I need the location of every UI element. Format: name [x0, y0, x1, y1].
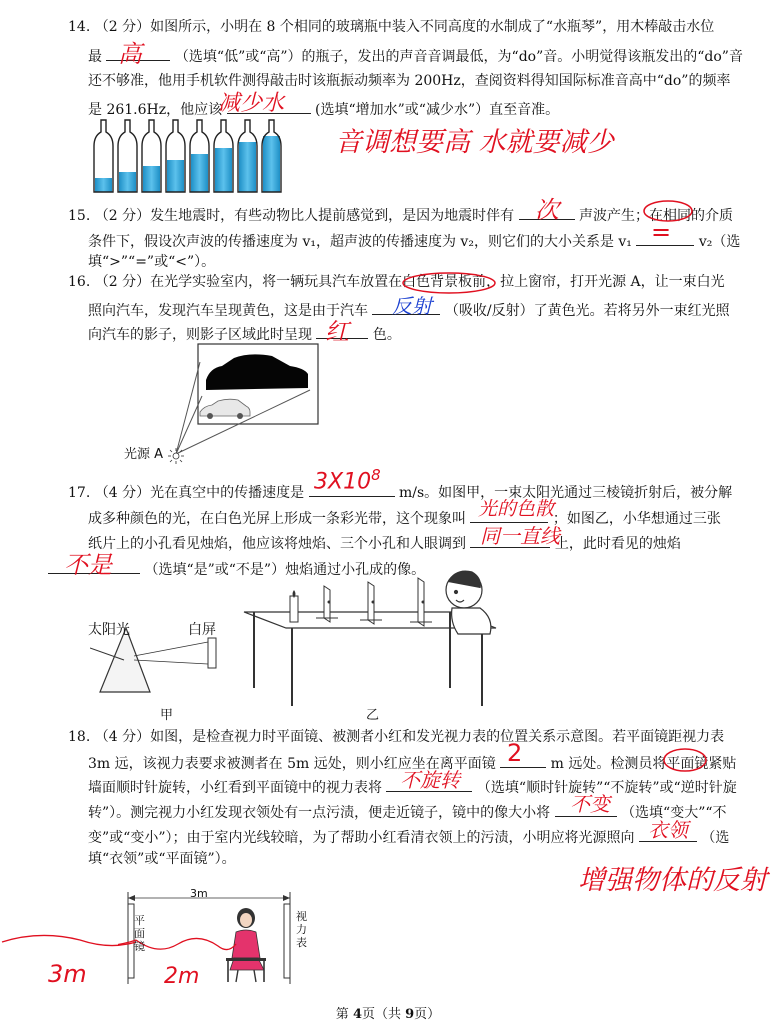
q18-answer-same: 不变: [570, 792, 610, 816]
q14-line1: 14. （2 分）如图所示，小明在 8 个相同的玻璃瓶中装入不同高度的水制成了“水瓶琴”，用木棒敲击水位: [68, 19, 715, 35]
candle-table-figure: [242, 568, 498, 708]
handwritten-3m: 3m: [48, 960, 87, 988]
bottle-water: [215, 148, 232, 192]
water-bottles-figure: [90, 118, 290, 196]
q17-answer-speed-exp: 8: [371, 466, 381, 484]
figure-yi-label: 乙: [366, 708, 380, 723]
q14-answer-high: 高: [118, 40, 142, 68]
boy-icon: [446, 571, 491, 634]
bottle-water: [95, 178, 112, 192]
q18-line4b: （选填“变大”“不: [621, 805, 727, 821]
q18-line1: 18. （4 分）如图，是检查视力时平面镜、被测者小红和发光视力表的位置关系示意图。若平面镜距视力表: [68, 729, 725, 745]
q17-line3a: 纸片上的小孔看见烛焰，他应该将烛焰、三个小孔和人眼调到: [88, 536, 466, 552]
light-source-icon: [168, 448, 184, 464]
q14-line2a: 最: [88, 49, 102, 65]
q18-line4: [88, 800, 727, 823]
q17-line1b: m/s。如图甲，一束太阳光通过三棱镜折射后，被分解: [398, 485, 733, 501]
q18-answer-dist: 2: [507, 739, 523, 767]
q18-circle-mark: [662, 746, 708, 774]
q15-line2b: v₂（选: [698, 234, 741, 250]
water-bottle: [94, 120, 113, 192]
sunlight-label: 太阳光: [88, 622, 130, 638]
q16-line1: 16. （2 分）在光学实验室内，将一辆玩具汽车放置在白色背景板前，拉上窗帘，打开光源 A，让一束白光: [68, 274, 725, 290]
q17-line1: [68, 480, 732, 503]
q18-line3b: （选填“顺时针旋转”“不旋转”或“逆时针旋: [476, 780, 737, 796]
q18-line5b: （选: [701, 830, 730, 846]
bottle-water: [191, 154, 208, 192]
q15-answer-infra: 次: [535, 196, 559, 224]
q15-line1a: 15. （2 分）发生地震时，有些动物比人提前感觉到，是因为地震时伴有: [68, 208, 515, 224]
handwritten-2m: 2m: [164, 964, 200, 989]
q16-answer-reflect: 反射: [392, 294, 432, 318]
q14-answer-water: 减少水: [218, 91, 285, 116]
q18-line3a: 墙面顺时针旋转，小红看到平面镜中的视力表将: [88, 780, 382, 796]
q18-answer-collar: 衣领: [648, 818, 688, 842]
water-bottle: [214, 120, 233, 192]
q17-answer-dispersion: 光的色散: [478, 498, 555, 520]
q16-line2b: （吸收/反射）了黄色光。若将另外一束红光照: [444, 303, 730, 319]
water-bottle: [142, 120, 161, 192]
footer-page: 4: [352, 1007, 362, 1022]
q16-line3a: 向汽车的影子，则影子区域此时呈现: [88, 327, 312, 343]
q14-line2: [88, 44, 743, 67]
q18-handwritten-note: 增强物体的反射: [578, 865, 767, 896]
q18-line4a: 转”）。测完视力小红发现衣领处有一点污渍，便走近镜子，镜中的像大小将: [88, 805, 551, 821]
girl-icon: [226, 908, 266, 982]
bottle-water: [119, 172, 136, 192]
water-bottle: [238, 120, 257, 192]
q17-answer-speed: [314, 466, 381, 494]
q14-handwritten-note: 音调想要高 水就要减少: [335, 127, 614, 158]
q17-answer-line: 同一直线: [480, 524, 560, 548]
q15-line1: [68, 203, 733, 226]
q14-line4a: 是 261.6Hz，他应该: [88, 102, 223, 118]
q17-line3: [88, 531, 681, 554]
q15-line1b: 声波产生；在相同的介质: [578, 208, 733, 224]
q17-answer-not: 不是: [64, 551, 112, 579]
white-screen-label: 白屏: [188, 622, 216, 638]
q16-line3b: 色。: [372, 327, 401, 343]
mirror-label: 平面镜: [134, 914, 145, 953]
handwritten-curve: [0, 930, 140, 960]
q17-line1a: 17. （4 分）光在真空中的传播速度是: [68, 485, 305, 501]
q15-answer-eq: =: [651, 218, 672, 246]
q18-line6: 填“衣领”或“平面镜”）。: [88, 851, 236, 867]
q16-line2a: 照向汽车，发现汽车呈现黄色，这是由于汽车: [88, 303, 368, 319]
figure-jia-label: 甲: [160, 708, 174, 723]
q17-line4-text: （选填“是”或“不是”）烛焰通过小孔成的像。: [144, 562, 426, 578]
q17-line2b: ；如图乙，小华想通过三张: [552, 511, 721, 527]
q17-line2a: 成多种颜色的光，在白色光屏上形成一条彩光带，这个现象叫: [88, 511, 466, 527]
bottle-water: [239, 142, 256, 192]
water-bottle: [262, 120, 281, 192]
bottle-water: [143, 166, 160, 192]
footer-pre: 第: [335, 1007, 353, 1022]
fig-3m-label: 3m: [190, 887, 208, 900]
bottle-water: [263, 136, 280, 192]
q17-line3b: 上，此时看见的烛焰: [554, 536, 681, 552]
q15-line3: 填“>”“=”或“<”）。: [88, 254, 216, 270]
footer-total: 9: [405, 1007, 415, 1022]
q14-line2b: （选填“低”或“高”）的瓶子，发出的声音音调最低，为“do”音。小明觉得该瓶发出的“do”音: [174, 49, 743, 65]
q17-answer-speed-base: 3X10: [314, 469, 372, 495]
q18-line2b: m 远处。检测员将平面镜紧贴: [550, 756, 737, 772]
water-bottle: [190, 120, 209, 192]
q18-answer-norotate: 不旋转: [400, 768, 460, 792]
footer-mid: 页（共: [361, 1007, 406, 1022]
bottle-water: [167, 160, 184, 192]
q15-line2: [88, 229, 740, 252]
q14-line3: 还不够准，他用手机软件测得敲击时该瓶振动频率为 200Hz，查阅资料得知国际标准音高中“do”的频率: [88, 73, 731, 89]
q14-line4b: (选填“增加水”或“减少水”）直至音准。: [315, 102, 560, 118]
page-footer: [0, 1003, 776, 1022]
q14-line4: [88, 97, 559, 120]
footer-post: 页）: [414, 1007, 441, 1022]
eye-test-figure: [118, 884, 318, 984]
q18-line5a: 变”或“变小”）；由于室内光线较暗，为了帮助小红看清衣领上的污渍，小明应将光源照向: [88, 830, 635, 846]
q18-line2a: 3m 远，该视力表要求被测者在 5m 远处，则小红应坐在离平面镜: [88, 756, 496, 772]
water-bottle: [118, 120, 137, 192]
light-source-label: 光源 A: [124, 447, 164, 462]
eye-chart-label: 视力表: [296, 910, 307, 949]
q16-answer-red: 红: [325, 318, 349, 346]
q18-line5: [88, 825, 729, 848]
q15-line2a: 条件下，假设次声波的传播速度为 v₁，超声波的传播速度为 v₂，则它们的大小关系是 v₁: [88, 234, 632, 250]
water-bottle: [166, 120, 185, 192]
q17-line2: [88, 506, 721, 529]
